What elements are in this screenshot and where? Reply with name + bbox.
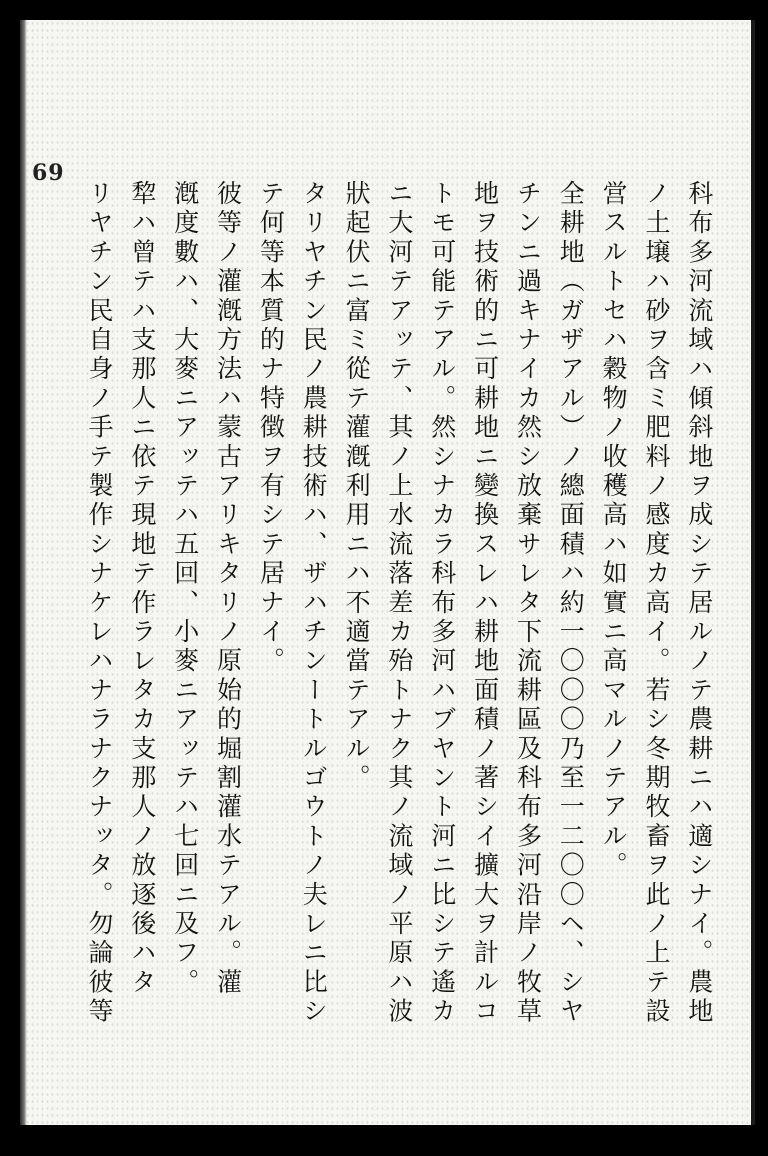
text-column: テ何等本質的ナ特徴ヲ有シテ居ナイ。	[256, 180, 286, 677]
page-edge	[751, 20, 755, 1125]
vertical-text-block	[84, 180, 714, 1027]
text-column: 科布多河流域ハ傾斜地ヲ成シテ居ルノテ農耕ニハ適シナイ。農地	[684, 180, 714, 1027]
binding-shadow	[20, 20, 27, 1125]
text-column: 地ヲ技術的ニ可耕地ニ變換スレハ耕地面積ノ著シイ擴大ヲ計ルコ	[470, 180, 500, 1027]
text-column: リヤチン民自身ノ手テ製作シナケレハナラナクナッタ。勿論彼等	[85, 180, 114, 1027]
book-page	[20, 20, 755, 1125]
text-column: 狀起伏ニ富ミ從テ灌漑利用ニハ不適當テアル。	[342, 180, 372, 794]
text-column: チンニ過キナイカ然シ放棄サレタ下流耕區及科布多河沿岸ノ牧草	[513, 180, 543, 1027]
text-column: 営スルトセハ穀物ノ收穫高ハ如實ニ高マルノテアル。	[599, 180, 629, 881]
text-column: ノ土壌ハ砂ヲ含ミ肥料ノ感度カ高イ。若シ冬期牧畜ヲ此ノ上テ設	[641, 180, 671, 1027]
text-column: 全耕地（ガザアル）ノ總面積ハ約一〇〇〇乃至一二〇〇ヘ、シヤ	[556, 180, 586, 1027]
page-number: 69	[32, 160, 65, 186]
text-column: 漑度數ハ、大麥ニアッテハ五回、小麥ニアッテハ七回ニ及フ。	[170, 180, 200, 998]
text-column: ニ大河テアッテ、其ノ上水流落差カ殆トナク其ノ流域ノ平原ハ波	[384, 180, 414, 1027]
text-column: タリヤチン民ノ農耕技術ハ、ザハチンートルゴウトノ夫レニ比シ	[299, 180, 329, 1027]
text-column: トモ可能テアル。然シナカラ科布多河ハブヤント河ニ比シテ遙カ	[427, 180, 457, 1027]
text-column: 彼等ノ灌漑方法ハ蒙古アリキタリノ原始的堀割灌水テアル。灌	[213, 180, 243, 998]
text-column: 犂ハ曾テハ支那人ニ依テ現地テ作ラレタカ支那人ノ放逐後ハタ	[127, 180, 157, 998]
